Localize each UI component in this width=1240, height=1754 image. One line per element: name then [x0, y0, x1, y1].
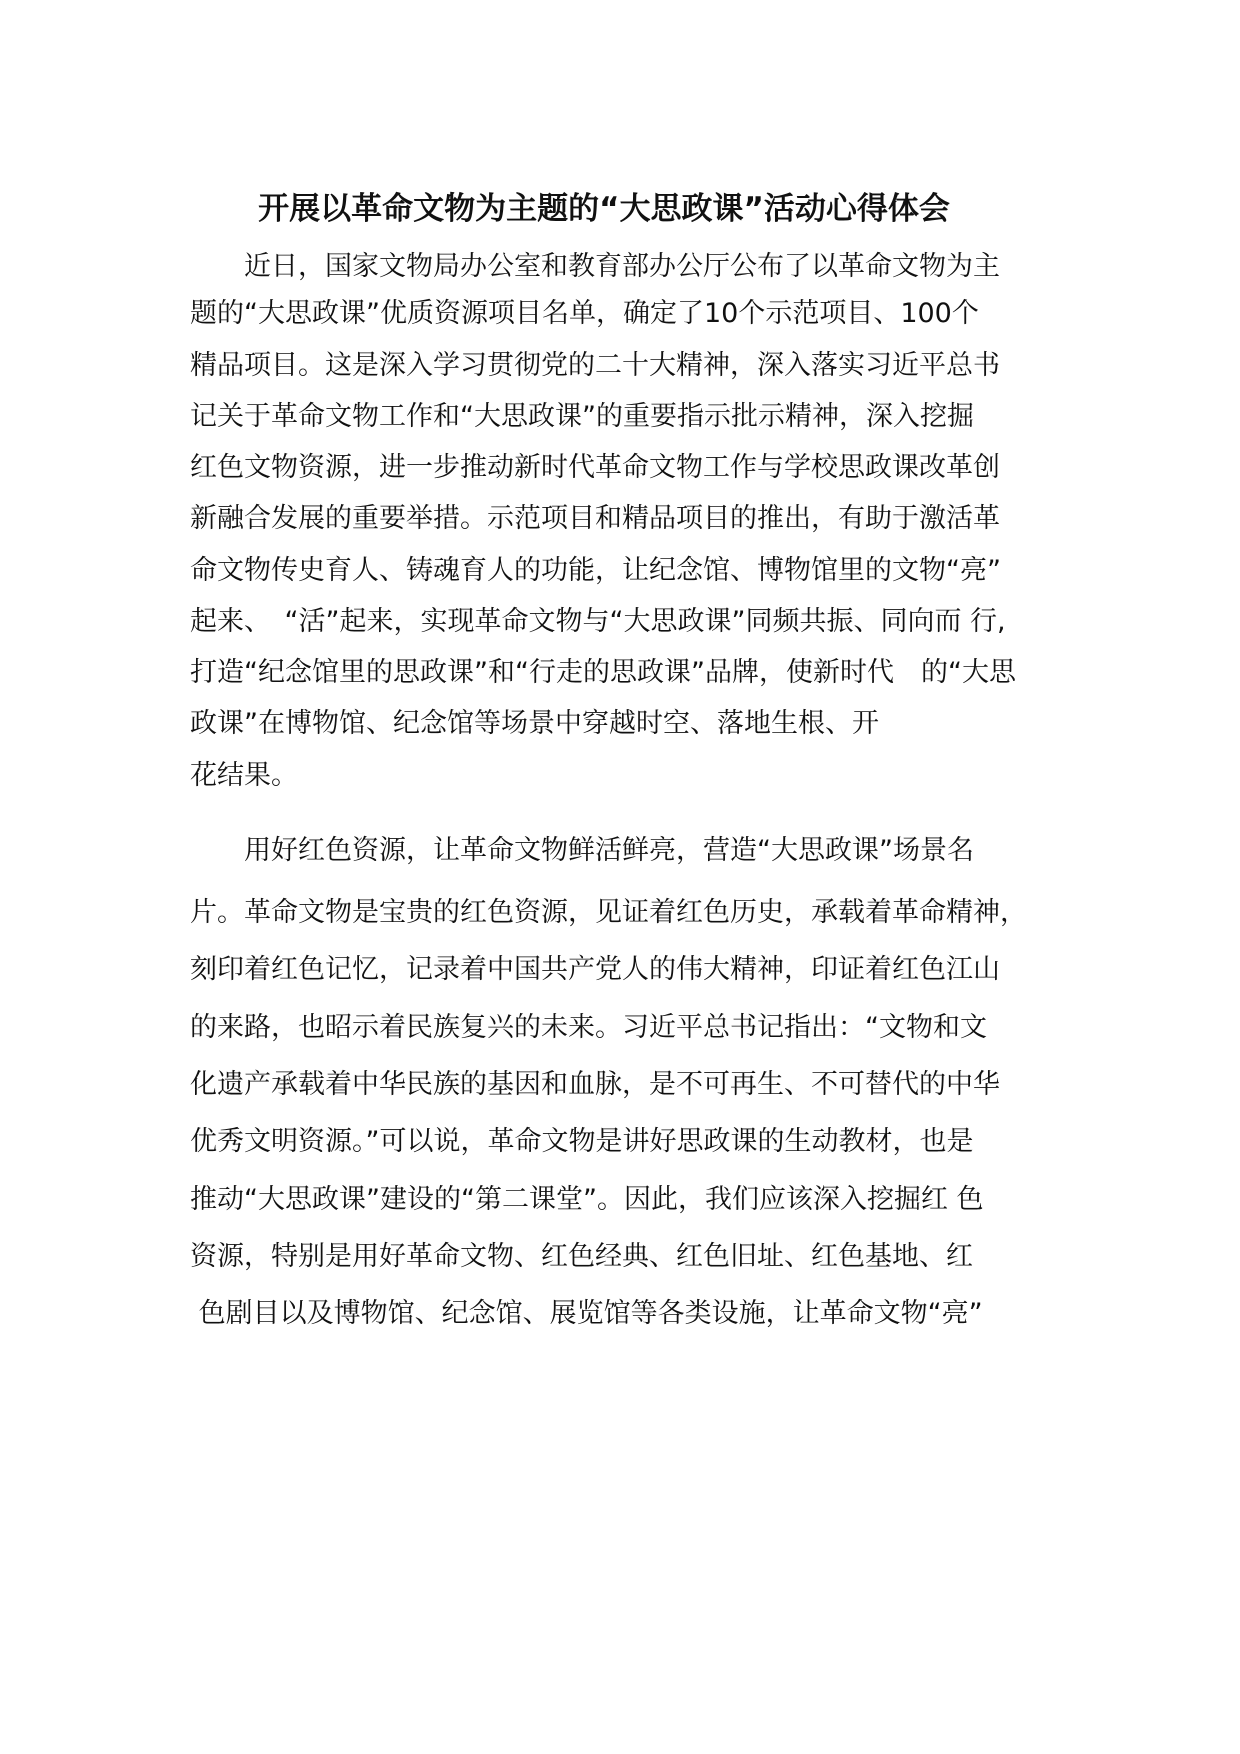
paragraph1-line: 政课”在博物馆、纪念馆等场景中穿越时空、落地生根、开 [190, 708, 879, 739]
paragraph2-line: 化遗产承载着中华民族的基因和血脉，是不可再生、不可替代的中华 [190, 1069, 1000, 1100]
paragraph1-line: 起来、 “活”起来，实现革命文物与“大思政课”同频共振、同向而 行, [190, 606, 1006, 637]
paragraph1-line: 新融合发展的重要举措。示范项目和精品项目的推出，有助于激活革 [190, 503, 1000, 534]
paragraph2-line: 用好红色资源，让革命文物鲜活鲜亮，营造“大思政课”场景名 [190, 835, 974, 866]
paragraph2-line: 推动“大思政课”建设的“第二课堂”。因此，我们应该深入挖掘红 色 [190, 1184, 984, 1215]
paragraph1-line: 精品项目。这是深入学习贯彻党的二十大精神，深入落实习近平总书 [190, 350, 1000, 381]
paragraph1-line: 命文物传史育人、铸魂育人的功能，让纪念馆、博物馆里的文物“亮” [190, 555, 1001, 586]
paragraph1-line: 题的“大思政课”优质资源项目名单，确定了10个示范项目、100个 [190, 298, 979, 329]
paragraph2-line: 片。革命文物是宝贵的红色资源，见证着红色历史，承载着革命精神， [190, 897, 1027, 928]
paragraph2-line: 的来路，也昭示着民族复兴的未来。习近平总书记指出：“文物和文 [190, 1012, 987, 1043]
paragraph2-line: 优秀文明资源。”可以说，革命文物是讲好思政课的生动教材，也是 [190, 1126, 974, 1157]
document-title: 开展以革命文物为主题的“大思政课”活动心得体会 [258, 191, 950, 227]
paragraph1-line: 记关于革命文物工作和“大思政课”的重要指示批示精神，深入挖掘 [190, 401, 974, 432]
paragraph2-line: 刻印着红色记忆，记录着中国共产党人的伟大精神，印证着红色江山 [190, 954, 1000, 985]
paragraph1-line: 红色文物资源，进一步推动新时代革命文物工作与学校思政课改革创 [190, 452, 1000, 483]
paragraph1-line: 花结果。 [190, 760, 298, 791]
paragraph1-line: 打造“纪念馆里的思政课”和“行走的思政课”品牌，使新时代 的“大思 [190, 657, 1016, 688]
paragraph2-line: 资源，特别是用好革命文物、红色经典、红色旧址、红色基地、红 [190, 1241, 973, 1272]
paragraph1-line: 近日，国家文物局办公室和教育部办公厅公布了以革命文物为主 [190, 251, 1000, 282]
paragraph2-line: 色剧目以及博物馆、纪念馆、展览馆等各类设施，让革命文物“亮” [190, 1298, 983, 1329]
